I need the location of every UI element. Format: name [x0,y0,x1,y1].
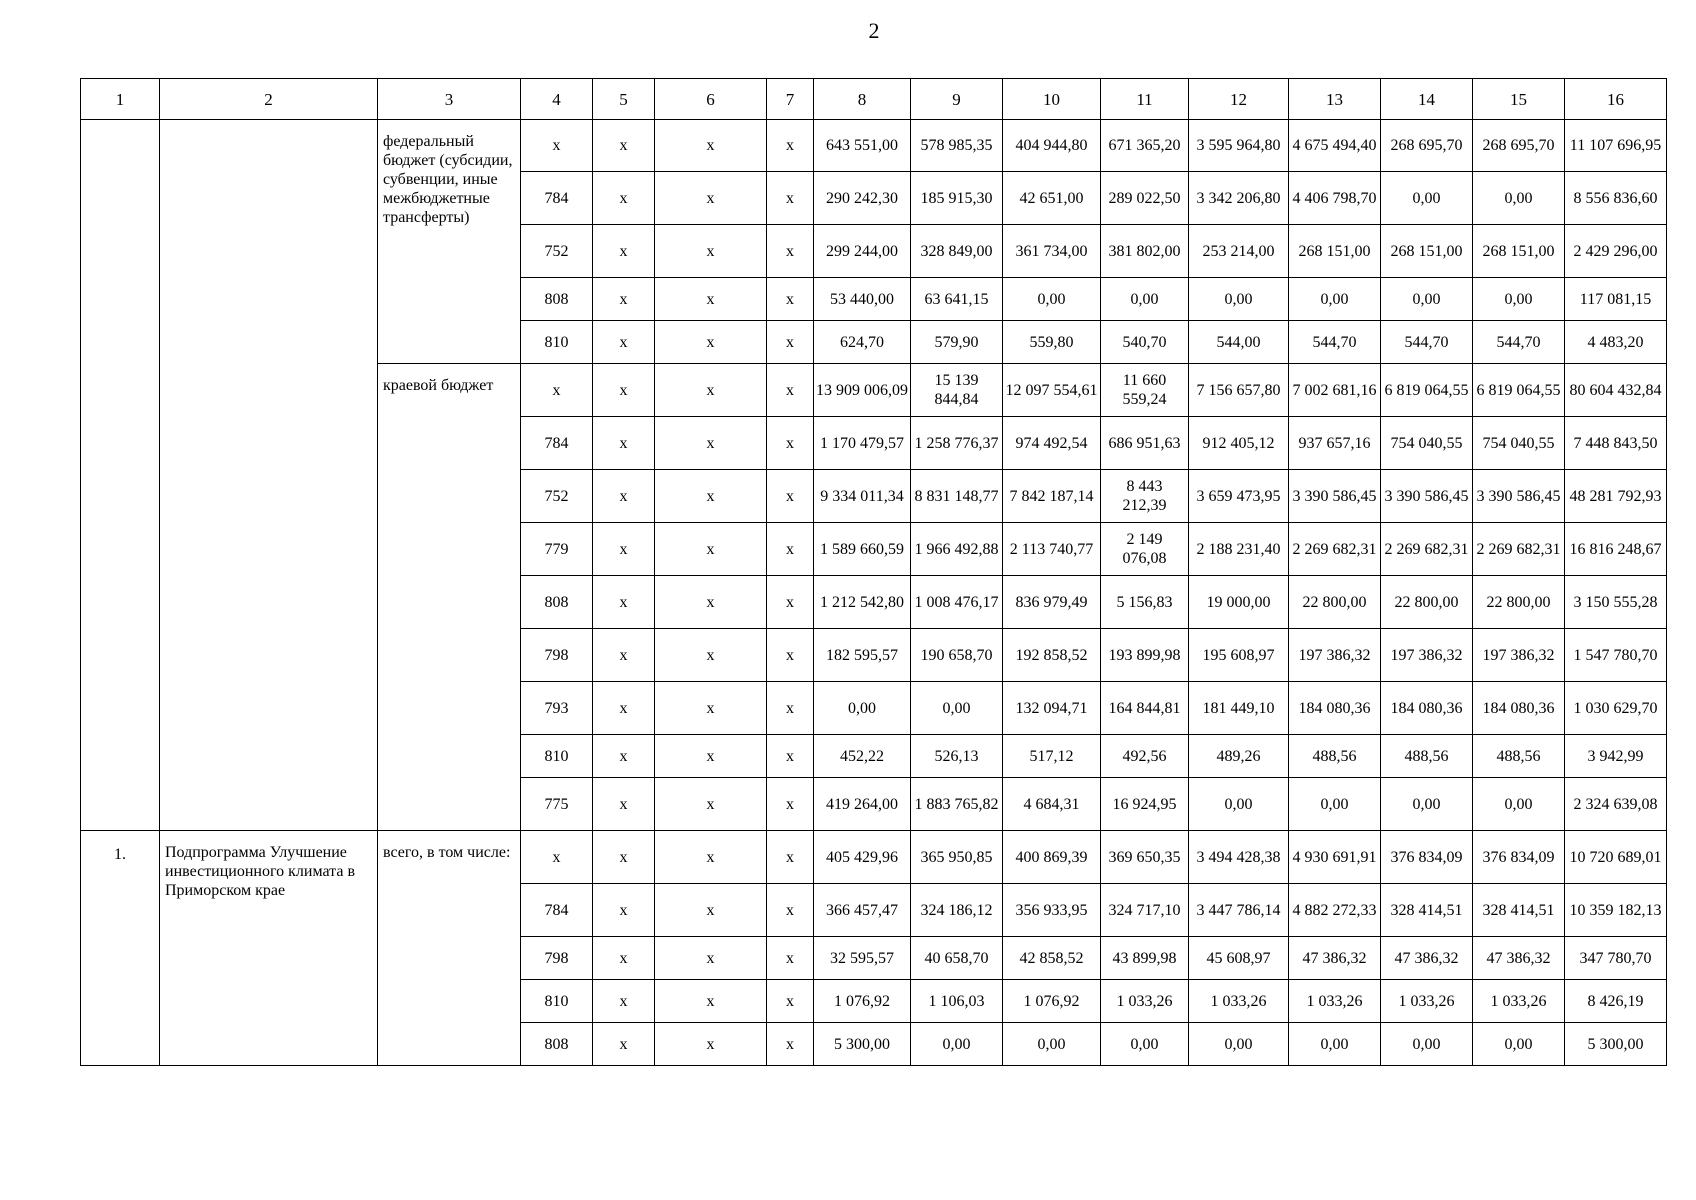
value-cell-col-9: 0,00 [911,1023,1003,1066]
value-cell-col-8: 9 334 011,34 [814,470,911,523]
value-cell-col-9: 526,13 [911,735,1003,778]
x-cell: x [655,980,767,1023]
x-cell: x [655,576,767,629]
value-cell-col-14: 3 390 586,45 [1381,470,1473,523]
column-header-9: 9 [911,79,1003,120]
value-cell-col-13: 0,00 [1289,778,1381,831]
value-cell-col-15: 0,00 [1473,172,1565,225]
value-cell-col-16: 2 324 639,08 [1565,778,1667,831]
x-cell: x [593,980,655,1023]
column-header-16: 16 [1565,79,1667,120]
value-cell-col-14: 0,00 [1381,278,1473,321]
value-cell-col-12: 3 447 786,14 [1189,884,1289,937]
value-cell-col-14: 22 800,00 [1381,576,1473,629]
code-cell: 784 [521,417,593,470]
value-cell-col-15: 1 033,26 [1473,980,1565,1023]
value-cell-col-16: 347 780,70 [1565,937,1667,980]
code-cell: 784 [521,884,593,937]
x-cell: x [593,321,655,364]
value-cell-col-16: 16 816 248,67 [1565,523,1667,576]
value-cell-col-13: 3 390 586,45 [1289,470,1381,523]
column-header-12: 12 [1189,79,1289,120]
value-cell-col-9: 1 258 776,37 [911,417,1003,470]
code-cell: 798 [521,629,593,682]
page-number: 2 [868,18,880,43]
program-name-cell [160,120,378,831]
value-cell-col-14: 376 834,09 [1381,831,1473,884]
table-row [81,120,1667,172]
value-cell-col-8: 419 264,00 [814,778,911,831]
value-cell-col-8: 643 551,00 [814,120,911,172]
x-cell: x [767,364,814,417]
value-cell-col-15: 0,00 [1473,1023,1565,1066]
value-cell-col-9: 0,00 [911,682,1003,735]
code-cell: 752 [521,470,593,523]
value-cell-col-14: 197 386,32 [1381,629,1473,682]
x-cell: x [593,884,655,937]
value-cell-col-14: 1 033,26 [1381,980,1473,1023]
x-cell: x [767,1023,814,1066]
x-cell: x [767,120,814,172]
value-cell-col-11: 369 650,35 [1101,831,1189,884]
value-cell-col-11: 2 149 076,08 [1101,523,1189,576]
code-cell: 808 [521,278,593,321]
x-cell: x [767,278,814,321]
value-cell-col-12: 45 608,97 [1189,937,1289,980]
value-cell-col-12: 3 494 428,38 [1189,831,1289,884]
value-cell-col-8: 13 909 006,09 [814,364,911,417]
value-cell-col-10: 12 097 554,61 [1003,364,1101,417]
value-cell-col-12: 253 214,00 [1189,225,1289,278]
x-cell: x [593,576,655,629]
code-cell: 779 [521,523,593,576]
value-cell-col-13: 197 386,32 [1289,629,1381,682]
value-cell-col-12: 3 659 473,95 [1189,470,1289,523]
value-cell-col-9: 328 849,00 [911,225,1003,278]
x-cell: x [767,778,814,831]
value-cell-col-15: 376 834,09 [1473,831,1565,884]
value-cell-col-15: 0,00 [1473,278,1565,321]
value-cell-col-12: 1 033,26 [1189,980,1289,1023]
x-cell: x [655,172,767,225]
code-cell: 810 [521,980,593,1023]
value-cell-col-8: 366 457,47 [814,884,911,937]
value-cell-col-10: 0,00 [1003,1023,1101,1066]
column-header-3: 3 [378,79,521,120]
value-cell-col-11: 0,00 [1101,1023,1189,1066]
header-row [81,79,1667,120]
value-cell-col-10: 517,12 [1003,735,1101,778]
x-cell: x [767,172,814,225]
value-cell-col-12: 19 000,00 [1189,576,1289,629]
value-cell-col-9: 8 831 148,77 [911,470,1003,523]
value-cell-col-12: 2 188 231,40 [1189,523,1289,576]
value-cell-col-16: 10 720 689,01 [1565,831,1667,884]
value-cell-col-13: 0,00 [1289,278,1381,321]
value-cell-col-8: 405 429,96 [814,831,911,884]
x-cell: x [593,831,655,884]
value-cell-col-12: 0,00 [1189,778,1289,831]
value-cell-col-11: 11 660 559,24 [1101,364,1189,417]
x-cell: x [767,884,814,937]
value-cell-col-8: 0,00 [814,682,911,735]
value-cell-col-15: 488,56 [1473,735,1565,778]
code-cell: 784 [521,172,593,225]
value-cell-col-14: 0,00 [1381,1023,1473,1066]
funding-source-cell: всего, в том числе: [378,831,521,1066]
value-cell-col-16: 8 556 836,60 [1565,172,1667,225]
value-cell-col-10: 4 684,31 [1003,778,1101,831]
x-cell: x [593,629,655,682]
x-cell: x [593,278,655,321]
value-cell-col-9: 190 658,70 [911,629,1003,682]
column-header-10: 10 [1003,79,1101,120]
value-cell-col-14: 0,00 [1381,172,1473,225]
value-cell-col-12: 3 595 964,80 [1189,120,1289,172]
value-cell-col-9: 185 915,30 [911,172,1003,225]
x-cell: x [655,735,767,778]
value-cell-col-13: 4 406 798,70 [1289,172,1381,225]
value-cell-col-12: 544,00 [1189,321,1289,364]
value-cell-col-8: 1 076,92 [814,980,911,1023]
x-cell: x [767,629,814,682]
x-cell: x [593,120,655,172]
value-cell-col-13: 937 657,16 [1289,417,1381,470]
value-cell-col-15: 3 390 586,45 [1473,470,1565,523]
column-header-4: 4 [521,79,593,120]
value-cell-col-13: 47 386,32 [1289,937,1381,980]
value-cell-col-10: 192 858,52 [1003,629,1101,682]
value-cell-col-16: 1 030 629,70 [1565,682,1667,735]
code-cell: x [521,120,593,172]
value-cell-col-13: 4 675 494,40 [1289,120,1381,172]
value-cell-col-13: 1 033,26 [1289,980,1381,1023]
value-cell-col-15: 22 800,00 [1473,576,1565,629]
value-cell-col-14: 47 386,32 [1381,937,1473,980]
x-cell: x [593,417,655,470]
value-cell-col-9: 40 658,70 [911,937,1003,980]
x-cell: x [655,831,767,884]
value-cell-col-10: 42 858,52 [1003,937,1101,980]
value-cell-col-8: 182 595,57 [814,629,911,682]
value-cell-col-15: 754 040,55 [1473,417,1565,470]
code-cell: 752 [521,225,593,278]
value-cell-col-11: 492,56 [1101,735,1189,778]
row-number-cell: 1. [81,831,160,1066]
x-cell: x [593,735,655,778]
value-cell-col-10: 1 076,92 [1003,980,1101,1023]
value-cell-col-12: 195 608,97 [1189,629,1289,682]
value-cell-col-9: 1 106,03 [911,980,1003,1023]
value-cell-col-8: 1 170 479,57 [814,417,911,470]
value-cell-col-12: 0,00 [1189,1023,1289,1066]
value-cell-col-14: 6 819 064,55 [1381,364,1473,417]
x-cell: x [655,470,767,523]
value-cell-col-12: 7 156 657,80 [1189,364,1289,417]
value-cell-col-12: 3 342 206,80 [1189,172,1289,225]
value-cell-col-12: 489,26 [1189,735,1289,778]
value-cell-col-13: 0,00 [1289,1023,1381,1066]
value-cell-col-10: 400 869,39 [1003,831,1101,884]
value-cell-col-16: 117 081,15 [1565,278,1667,321]
column-header-6: 6 [655,79,767,120]
x-cell: x [655,1023,767,1066]
value-cell-col-10: 42 651,00 [1003,172,1101,225]
value-cell-col-10: 836 979,49 [1003,576,1101,629]
value-cell-col-14: 754 040,55 [1381,417,1473,470]
x-cell: x [593,1023,655,1066]
value-cell-col-13: 2 269 682,31 [1289,523,1381,576]
value-cell-col-8: 1 212 542,80 [814,576,911,629]
x-cell: x [593,937,655,980]
column-header-8: 8 [814,79,911,120]
table-row [81,831,1667,884]
value-cell-col-11: 193 899,98 [1101,629,1189,682]
table-body [81,79,1667,1066]
value-cell-col-10: 404 944,80 [1003,120,1101,172]
column-header-14: 14 [1381,79,1473,120]
value-cell-col-9: 579,90 [911,321,1003,364]
value-cell-col-11: 16 924,95 [1101,778,1189,831]
value-cell-col-11: 671 365,20 [1101,120,1189,172]
value-cell-col-16: 1 547 780,70 [1565,629,1667,682]
value-cell-col-16: 11 107 696,95 [1565,120,1667,172]
code-cell: 810 [521,735,593,778]
value-cell-col-10: 559,80 [1003,321,1101,364]
value-cell-col-13: 184 080,36 [1289,682,1381,735]
value-cell-col-11: 540,70 [1101,321,1189,364]
value-cell-col-13: 544,70 [1289,321,1381,364]
value-cell-col-11: 5 156,83 [1101,576,1189,629]
x-cell: x [655,523,767,576]
x-cell: x [767,417,814,470]
x-cell: x [593,523,655,576]
x-cell: x [655,225,767,278]
x-cell: x [655,364,767,417]
value-cell-col-16: 4 483,20 [1565,321,1667,364]
value-cell-col-16: 48 281 792,93 [1565,470,1667,523]
value-cell-col-15: 197 386,32 [1473,629,1565,682]
value-cell-col-9: 63 641,15 [911,278,1003,321]
value-cell-col-14: 184 080,36 [1381,682,1473,735]
value-cell-col-8: 1 589 660,59 [814,523,911,576]
column-header-1: 1 [81,79,160,120]
x-cell: x [593,778,655,831]
row-number-cell [81,120,160,831]
value-cell-col-14: 268 151,00 [1381,225,1473,278]
value-cell-col-8: 452,22 [814,735,911,778]
code-cell: 798 [521,937,593,980]
column-header-2: 2 [160,79,378,120]
x-cell: x [767,576,814,629]
funding-source-cell: федеральный бюджет (субсидии, субвенции, иные межбюджетные трансферты) [378,120,521,364]
value-cell-col-16: 8 426,19 [1565,980,1667,1023]
value-cell-col-14: 328 414,51 [1381,884,1473,937]
value-cell-col-12: 912 405,12 [1189,417,1289,470]
column-header-11: 11 [1101,79,1189,120]
x-cell: x [593,172,655,225]
value-cell-col-13: 4 882 272,33 [1289,884,1381,937]
value-cell-col-11: 324 717,10 [1101,884,1189,937]
value-cell-col-11: 686 951,63 [1101,417,1189,470]
value-cell-col-9: 1 883 765,82 [911,778,1003,831]
value-cell-col-16: 10 359 182,13 [1565,884,1667,937]
x-cell: x [655,629,767,682]
value-cell-col-16: 3 150 555,28 [1565,576,1667,629]
code-cell: 808 [521,1023,593,1066]
code-cell: 793 [521,682,593,735]
x-cell: x [767,980,814,1023]
value-cell-col-14: 488,56 [1381,735,1473,778]
value-cell-col-11: 8 443 212,39 [1101,470,1189,523]
x-cell: x [655,884,767,937]
value-cell-col-9: 365 950,85 [911,831,1003,884]
x-cell: x [655,417,767,470]
budget-table [80,78,1667,1066]
value-cell-col-11: 1 033,26 [1101,980,1189,1023]
value-cell-col-14: 0,00 [1381,778,1473,831]
value-cell-col-10: 974 492,54 [1003,417,1101,470]
column-header-13: 13 [1289,79,1381,120]
x-cell: x [767,523,814,576]
x-cell: x [767,735,814,778]
code-cell: x [521,831,593,884]
value-cell-col-10: 132 094,71 [1003,682,1101,735]
value-cell-col-8: 299 244,00 [814,225,911,278]
value-cell-col-15: 268 695,70 [1473,120,1565,172]
value-cell-col-10: 0,00 [1003,278,1101,321]
value-cell-col-16: 80 604 432,84 [1565,364,1667,417]
value-cell-col-9: 1 966 492,88 [911,523,1003,576]
value-cell-col-9: 15 139 844,84 [911,364,1003,417]
value-cell-col-10: 2 113 740,77 [1003,523,1101,576]
column-header-15: 15 [1473,79,1565,120]
value-cell-col-14: 268 695,70 [1381,120,1473,172]
value-cell-col-8: 5 300,00 [814,1023,911,1066]
value-cell-col-8: 32 595,57 [814,937,911,980]
column-header-7: 7 [767,79,814,120]
value-cell-col-14: 2 269 682,31 [1381,523,1473,576]
value-cell-col-15: 268 151,00 [1473,225,1565,278]
value-cell-col-16: 2 429 296,00 [1565,225,1667,278]
value-cell-col-15: 2 269 682,31 [1473,523,1565,576]
value-cell-col-11: 43 899,98 [1101,937,1189,980]
value-cell-col-15: 544,70 [1473,321,1565,364]
x-cell: x [767,831,814,884]
value-cell-col-16: 3 942,99 [1565,735,1667,778]
value-cell-col-15: 328 414,51 [1473,884,1565,937]
value-cell-col-15: 0,00 [1473,778,1565,831]
x-cell: x [767,225,814,278]
value-cell-col-8: 53 440,00 [814,278,911,321]
value-cell-col-15: 184 080,36 [1473,682,1565,735]
x-cell: x [655,937,767,980]
value-cell-col-10: 7 842 187,14 [1003,470,1101,523]
x-cell: x [655,682,767,735]
value-cell-col-12: 0,00 [1189,278,1289,321]
x-cell: x [593,470,655,523]
x-cell: x [767,682,814,735]
value-cell-col-8: 624,70 [814,321,911,364]
x-cell: x [593,225,655,278]
x-cell: x [655,278,767,321]
value-cell-col-13: 7 002 681,16 [1289,364,1381,417]
value-cell-col-9: 324 186,12 [911,884,1003,937]
value-cell-col-11: 289 022,50 [1101,172,1189,225]
x-cell: x [593,682,655,735]
value-cell-col-16: 5 300,00 [1565,1023,1667,1066]
code-cell: 810 [521,321,593,364]
value-cell-col-8: 290 242,30 [814,172,911,225]
value-cell-col-10: 356 933,95 [1003,884,1101,937]
value-cell-col-13: 4 930 691,91 [1289,831,1381,884]
value-cell-col-11: 381 802,00 [1101,225,1189,278]
code-cell: x [521,364,593,417]
x-cell: x [655,321,767,364]
value-cell-col-13: 268 151,00 [1289,225,1381,278]
value-cell-col-16: 7 448 843,50 [1565,417,1667,470]
x-cell: x [655,120,767,172]
value-cell-col-13: 22 800,00 [1289,576,1381,629]
value-cell-col-12: 181 449,10 [1189,682,1289,735]
value-cell-col-11: 164 844,81 [1101,682,1189,735]
code-cell: 808 [521,576,593,629]
program-name-cell: Подпрограмма Улучшение инвестиционного климата в Приморском крае [160,831,378,1066]
value-cell-col-14: 544,70 [1381,321,1473,364]
x-cell: x [767,937,814,980]
code-cell: 775 [521,778,593,831]
funding-source-cell: краевой бюджет [378,364,521,831]
value-cell-col-10: 361 734,00 [1003,225,1101,278]
value-cell-col-13: 488,56 [1289,735,1381,778]
x-cell: x [767,321,814,364]
value-cell-col-9: 1 008 476,17 [911,576,1003,629]
x-cell: x [767,470,814,523]
x-cell: x [593,364,655,417]
value-cell-col-15: 47 386,32 [1473,937,1565,980]
value-cell-col-11: 0,00 [1101,278,1189,321]
value-cell-col-15: 6 819 064,55 [1473,364,1565,417]
value-cell-col-9: 578 985,35 [911,120,1003,172]
column-header-5: 5 [593,79,655,120]
x-cell: x [655,778,767,831]
